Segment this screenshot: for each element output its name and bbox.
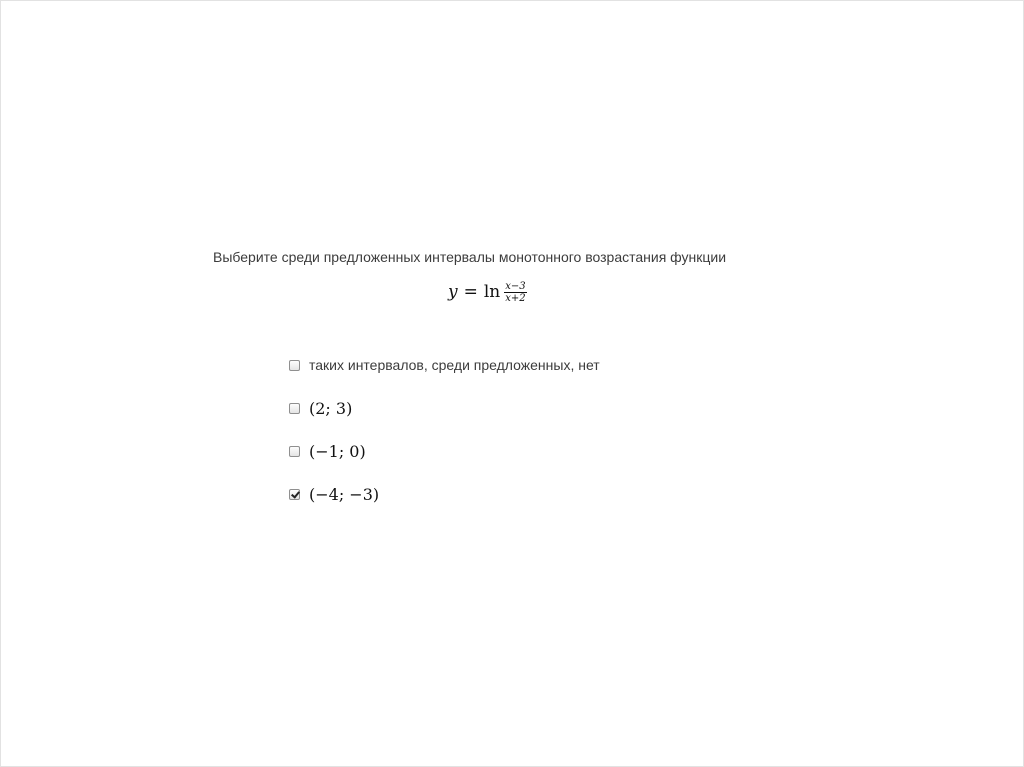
function-formula xyxy=(448,277,527,307)
answer-label-1: таких интервалов, среди предложенных, нет xyxy=(309,357,600,373)
formula-numerator: x−3 xyxy=(505,280,526,292)
formula-lhs: y xyxy=(448,282,458,302)
answer-checkbox-1[interactable] xyxy=(289,360,300,371)
answer-label-4: (−4; −3) xyxy=(309,485,380,504)
formula-fraction xyxy=(504,281,526,304)
answer-option-2[interactable] xyxy=(289,399,352,418)
formula-denominator: x+2 xyxy=(505,292,526,304)
answer-checkbox-3[interactable] xyxy=(289,446,300,457)
formula-ln: ln xyxy=(483,282,501,302)
answer-checkbox-2[interactable] xyxy=(289,403,300,414)
answer-label-3: (−1; 0) xyxy=(309,442,366,461)
answer-label-2: (2; 3) xyxy=(309,399,353,418)
answer-checkbox-4[interactable] xyxy=(289,489,300,500)
answer-option-3[interactable] xyxy=(289,442,366,461)
formula-equals: = xyxy=(463,282,478,302)
question-text: Выберите среди предложенных интервалы монотонного возрастания функции xyxy=(213,249,727,265)
answer-option-4[interactable] xyxy=(289,485,379,504)
answer-option-1[interactable] xyxy=(289,357,600,373)
